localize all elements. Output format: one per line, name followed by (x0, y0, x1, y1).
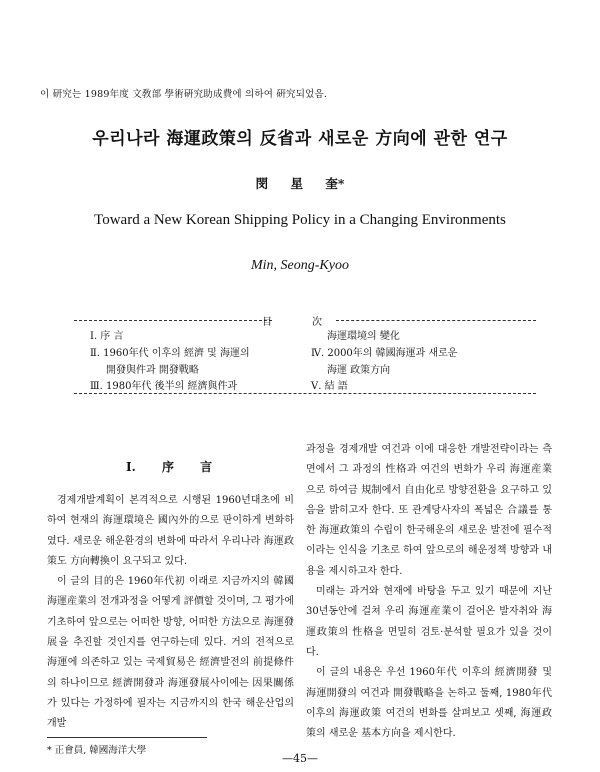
toc-item: Ⅲ. 1980年代 後半의 經濟與件과 (90, 381, 238, 392)
paragraph: 경제개발계획이 본격적으로 시행된 1960년대초에 비하여 현재의 海運環境은 國內外的으로 판이하게 변화하였다. 새로운 해운환경의 변화에 따라서 우리나라 海運政策도 方向轉換이 요구되고 있다. (47, 495, 294, 567)
table-of-contents (74, 313, 536, 395)
toc-item: Ⅳ. 2000年의 韓國海運과 새로운 (311, 348, 458, 359)
toc-item: 開發與件과 開發戰略 (106, 365, 199, 376)
paragraph: 이 글의 目的은 1960年代初 이래로 지금까지의 韓國海運産業의 전개과정을 어떻게 評價할 것이며, 그 평가에 기초하여 앞으로는 어떠한 방향, 어떠한 方法으로 海運發展을 추진할 것인지를 연구하는데 있다. 거의 전적으로 海運에 의존하고 있는 국제貿易은 經濟발전의 前提條件의 하나이므로 經濟開發과 海運發展사이에는 因果關係가 있다는 가정하에 필자는 지금까지의 한국 해운산업의 개발 (47, 576, 294, 730)
toc-divider-right (336, 320, 536, 321)
footnote: * 正會員, 韓國海洋大學 (47, 745, 147, 756)
toc-heading-2: 次 (312, 317, 322, 328)
paper-title-korean: 우리나라 海運政策의 反省과 새로운 方向에 관한 연구 (92, 129, 508, 149)
research-funding-note: 이 研究는 1989年度 文敎部 學術硏究助成費에 의하여 硏究되었음. (40, 89, 328, 100)
toc-divider-left (74, 320, 272, 321)
author-name-korean: 閔 星 奎* (255, 176, 345, 191)
body-column-right (306, 440, 552, 744)
section-heading: Ⅰ. 序 言 (126, 460, 213, 474)
footnote-rule (47, 737, 207, 738)
toc-item: Ⅱ. 1960年代 이후의 經濟 및 海運의 (90, 348, 250, 359)
toc-item: Ⅴ. 結 語 (311, 381, 348, 392)
paragraph: 미래는 과거와 현재에 바탕을 두고 있기 때문에 지난 30년동안에 걸쳐 우리 海運産業이 걸어온 발자취와 海運政策의 性格을 면밀히 검토·분석할 필요가 있을 것이다. (306, 586, 552, 658)
toc-item: 海運環境의 變化 (327, 331, 400, 342)
toc-heading-1: 目 (262, 317, 272, 328)
paragraph: 과정을 경제개발 여건과 이에 대응한 개발전략이라는 측면에서 그 과정의 性格과 여건의 변화가 우리 海運産業으로 하여금 規制에서 自由化로 방향전환을 요구하고 있음을 밝히고자 한다. 또 관계당사자의 폭넓은 合議를 통한 海運政策의 수립이 한국해운의 새로운 발전에 필수적이라는 인식을 기초로 하여 앞으로의 해운정책 방향과 내용을 제시하고자 한다. (306, 444, 552, 577)
body-column-left (47, 491, 294, 735)
paper-title-english: Toward a New Korean Shipping Policy in a Changing Environments (94, 212, 506, 228)
toc-item: Ⅰ. 序 言 (90, 331, 124, 342)
toc-divider-bottom (74, 393, 536, 394)
paragraph: 이 글의 내용은 우선 1960年代 이후의 經濟開發 및 海運開發의 여건과 開發戰略을 논하고 둘째, 1980年代 이후의 海運政策 여건의 변화를 살펴보고 셋째, 海運政策의 새로운 基本方向을 제시한다. (306, 667, 552, 740)
page-number: —45— (282, 752, 318, 765)
author-name-english: Min, Seong-Kyoo (251, 258, 349, 273)
toc-item: 海運 政策方向 (327, 365, 391, 376)
